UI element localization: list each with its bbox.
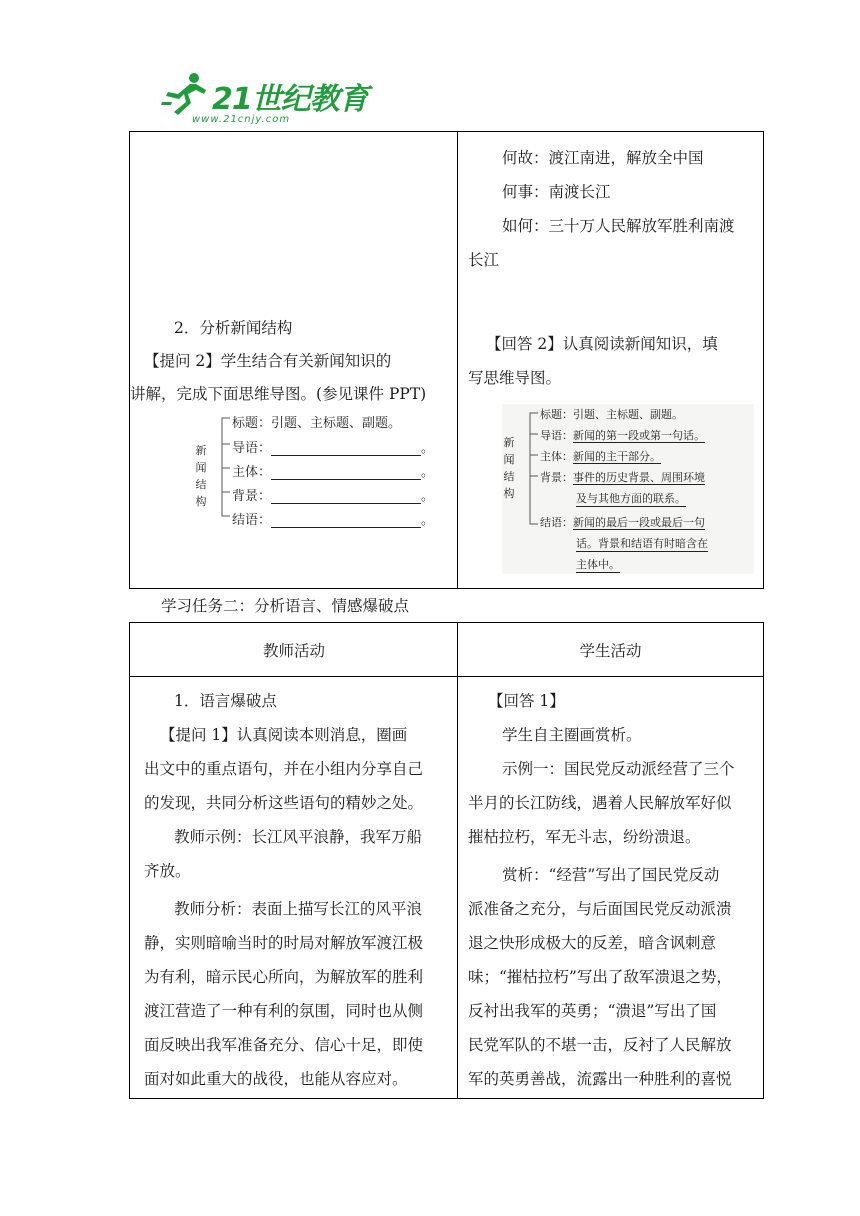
- mindmap-blank-lead-label: 导语：: [232, 441, 272, 456]
- student-line: 学生自主圈画赏析。: [502, 726, 642, 744]
- student-line: 摧枯拉朽，军无斗志，纷纷溃退。: [468, 828, 701, 846]
- fill-blank: [271, 468, 421, 480]
- student-line: 退之快形成极大的反差，暗含讽刺意: [468, 934, 717, 952]
- answer-why: 何故：渡江南进，解放全中国: [502, 149, 704, 167]
- answer-what: 何事：南渡长江: [502, 183, 611, 201]
- ending-answer-cont-2: 主体中。: [576, 558, 620, 571]
- ending-label: 结语：: [540, 516, 573, 529]
- header-teacher-activity: 教师活动: [262, 642, 325, 660]
- lead-label: 导语：: [540, 429, 573, 442]
- answer-how: 如何：三十万人民解放军胜利南渡: [502, 217, 735, 235]
- mindmap-filled-row-ending: [540, 514, 705, 530]
- mindmap-filled-row-background: [540, 469, 705, 485]
- lead-answer: 新闻的第一段或第一句话。: [573, 429, 705, 442]
- mindmap-blank-row-background: [232, 485, 434, 504]
- teacher-line: 出文中的重点语句，并在小组内分享自己: [144, 760, 424, 778]
- student-line: 派准备之充分，与后面国民党反动派溃: [468, 900, 732, 918]
- header-student-activity: 学生活动: [579, 642, 642, 660]
- question-2-line-2: 讲解，完成下面思维导图。(参见课件 PPT): [130, 385, 427, 403]
- student-line: 示例一：国民党反动派经营了三个: [502, 760, 735, 778]
- mindmap-filled-row-lead: [540, 427, 705, 443]
- teacher-line: 的发现，共同分析这些语句的精妙之处。: [144, 794, 424, 812]
- fill-blank: [271, 444, 421, 456]
- answer-how-cont: 长江: [468, 251, 500, 269]
- logo-text: 21世纪教育: [212, 82, 368, 117]
- mindmap-blank-row-lead: [232, 437, 434, 456]
- answer-2-line-1: 【回答 2】认真阅读新闻知识，填: [486, 335, 718, 353]
- answer-2-line-2: 写思维导图。: [468, 369, 562, 387]
- teacher-line: 教师分析：表面上描写长江的风平浪: [174, 900, 423, 918]
- student-line: 军的英勇善战，流露出一种胜利的喜悦: [468, 1070, 732, 1088]
- mindmap-blank-bracket: [208, 410, 232, 526]
- teacher-line: 齐放。: [144, 862, 191, 880]
- mindmap-filled-label: 新 闻 结 构: [503, 436, 515, 500]
- mindmap-blank-row-title: 标题：引题、主标题、副题。: [232, 416, 402, 431]
- fill-blank: [271, 516, 421, 528]
- teacher-line: 面反映出我军准备充分、信心十足，即使: [144, 1036, 424, 1054]
- logo: [160, 72, 370, 130]
- teacher-line: 面对如此重大的战役，也能从容应对。: [144, 1070, 408, 1088]
- task-2-title: 学习任务二：分析语言、情感爆破点: [161, 597, 410, 615]
- body-label: 主体：: [540, 450, 573, 463]
- blank-period: 。: [421, 465, 435, 480]
- teacher-line: 为有利，暗示民心所向，为解放军的胜利: [144, 968, 424, 986]
- table-2: [129, 622, 764, 1099]
- mindmap-filled-row-body: [540, 448, 661, 464]
- mindmap-blank: [194, 410, 444, 526]
- mindmap-blank-row-ending: [232, 509, 434, 528]
- question-2-line-1: 【提问 2】学生结合有关新闻知识的: [144, 352, 392, 370]
- table-1: [129, 131, 764, 589]
- mindmap-blank-row-body: [232, 461, 434, 480]
- background-label: 背景：: [540, 471, 573, 484]
- ending-answer: 新闻的最后一段或最后一句: [573, 516, 705, 529]
- background-answer: 事件的历史背景、周围环境: [573, 471, 705, 484]
- section-heading: 2．分析新闻结构: [174, 319, 293, 337]
- student-line: 反衬出我军的英勇；“溃退”写出了国: [468, 1002, 717, 1020]
- fill-blank: [271, 492, 421, 504]
- ending-answer-cont: 话。背景和结语有时暗含在: [576, 537, 708, 550]
- teacher-line: 1．语言爆破点: [174, 692, 277, 710]
- student-line: 民党军队的不堪一击，反衬了人民解放: [468, 1036, 732, 1054]
- background-answer-cont: 及与其他方面的联系。: [576, 492, 686, 505]
- student-line: 味；“摧枯拉朽”写出了敌军溃退之势，: [468, 968, 732, 986]
- mindmap-blank-background-label: 背景：: [232, 489, 272, 504]
- mindmap-filled-row-title: 标题：引题、主标题、副题。: [540, 408, 683, 421]
- table-2-header-divider: [130, 676, 763, 677]
- body-answer: 新闻的主干部分。: [573, 450, 661, 463]
- mindmap-blank-body-label: 主体：: [232, 465, 272, 480]
- blank-period: 。: [421, 441, 435, 456]
- runner-icon: [160, 72, 208, 116]
- student-line: 【回答 1】: [488, 692, 565, 710]
- blank-period: 。: [421, 489, 435, 504]
- mindmap-filled-bracket: [516, 404, 540, 564]
- blank-period: 。: [421, 513, 435, 528]
- teacher-line: 静，实则暗喻当时的时局对解放军渡江极: [144, 934, 424, 952]
- teacher-line: 渡江营造了一种有利的氛围，同时也从侧: [144, 1002, 424, 1020]
- mindmap-blank-label: 新 闻 结 构: [195, 444, 207, 508]
- student-line: 半月的长江防线，遇着人民解放军好似: [468, 794, 732, 812]
- mindmap-blank-ending-label: 结语：: [232, 513, 272, 528]
- logo-url: www.21cnjy.com: [192, 114, 291, 125]
- teacher-line: 教师示例：长江风平浪静，我军万船: [174, 828, 423, 846]
- student-line: 赏析：“经营”写出了国民党反动: [502, 866, 720, 884]
- teacher-line: 【提问 1】认真阅读本则消息，圈画: [160, 726, 408, 744]
- mindmap-filled: [502, 404, 754, 574]
